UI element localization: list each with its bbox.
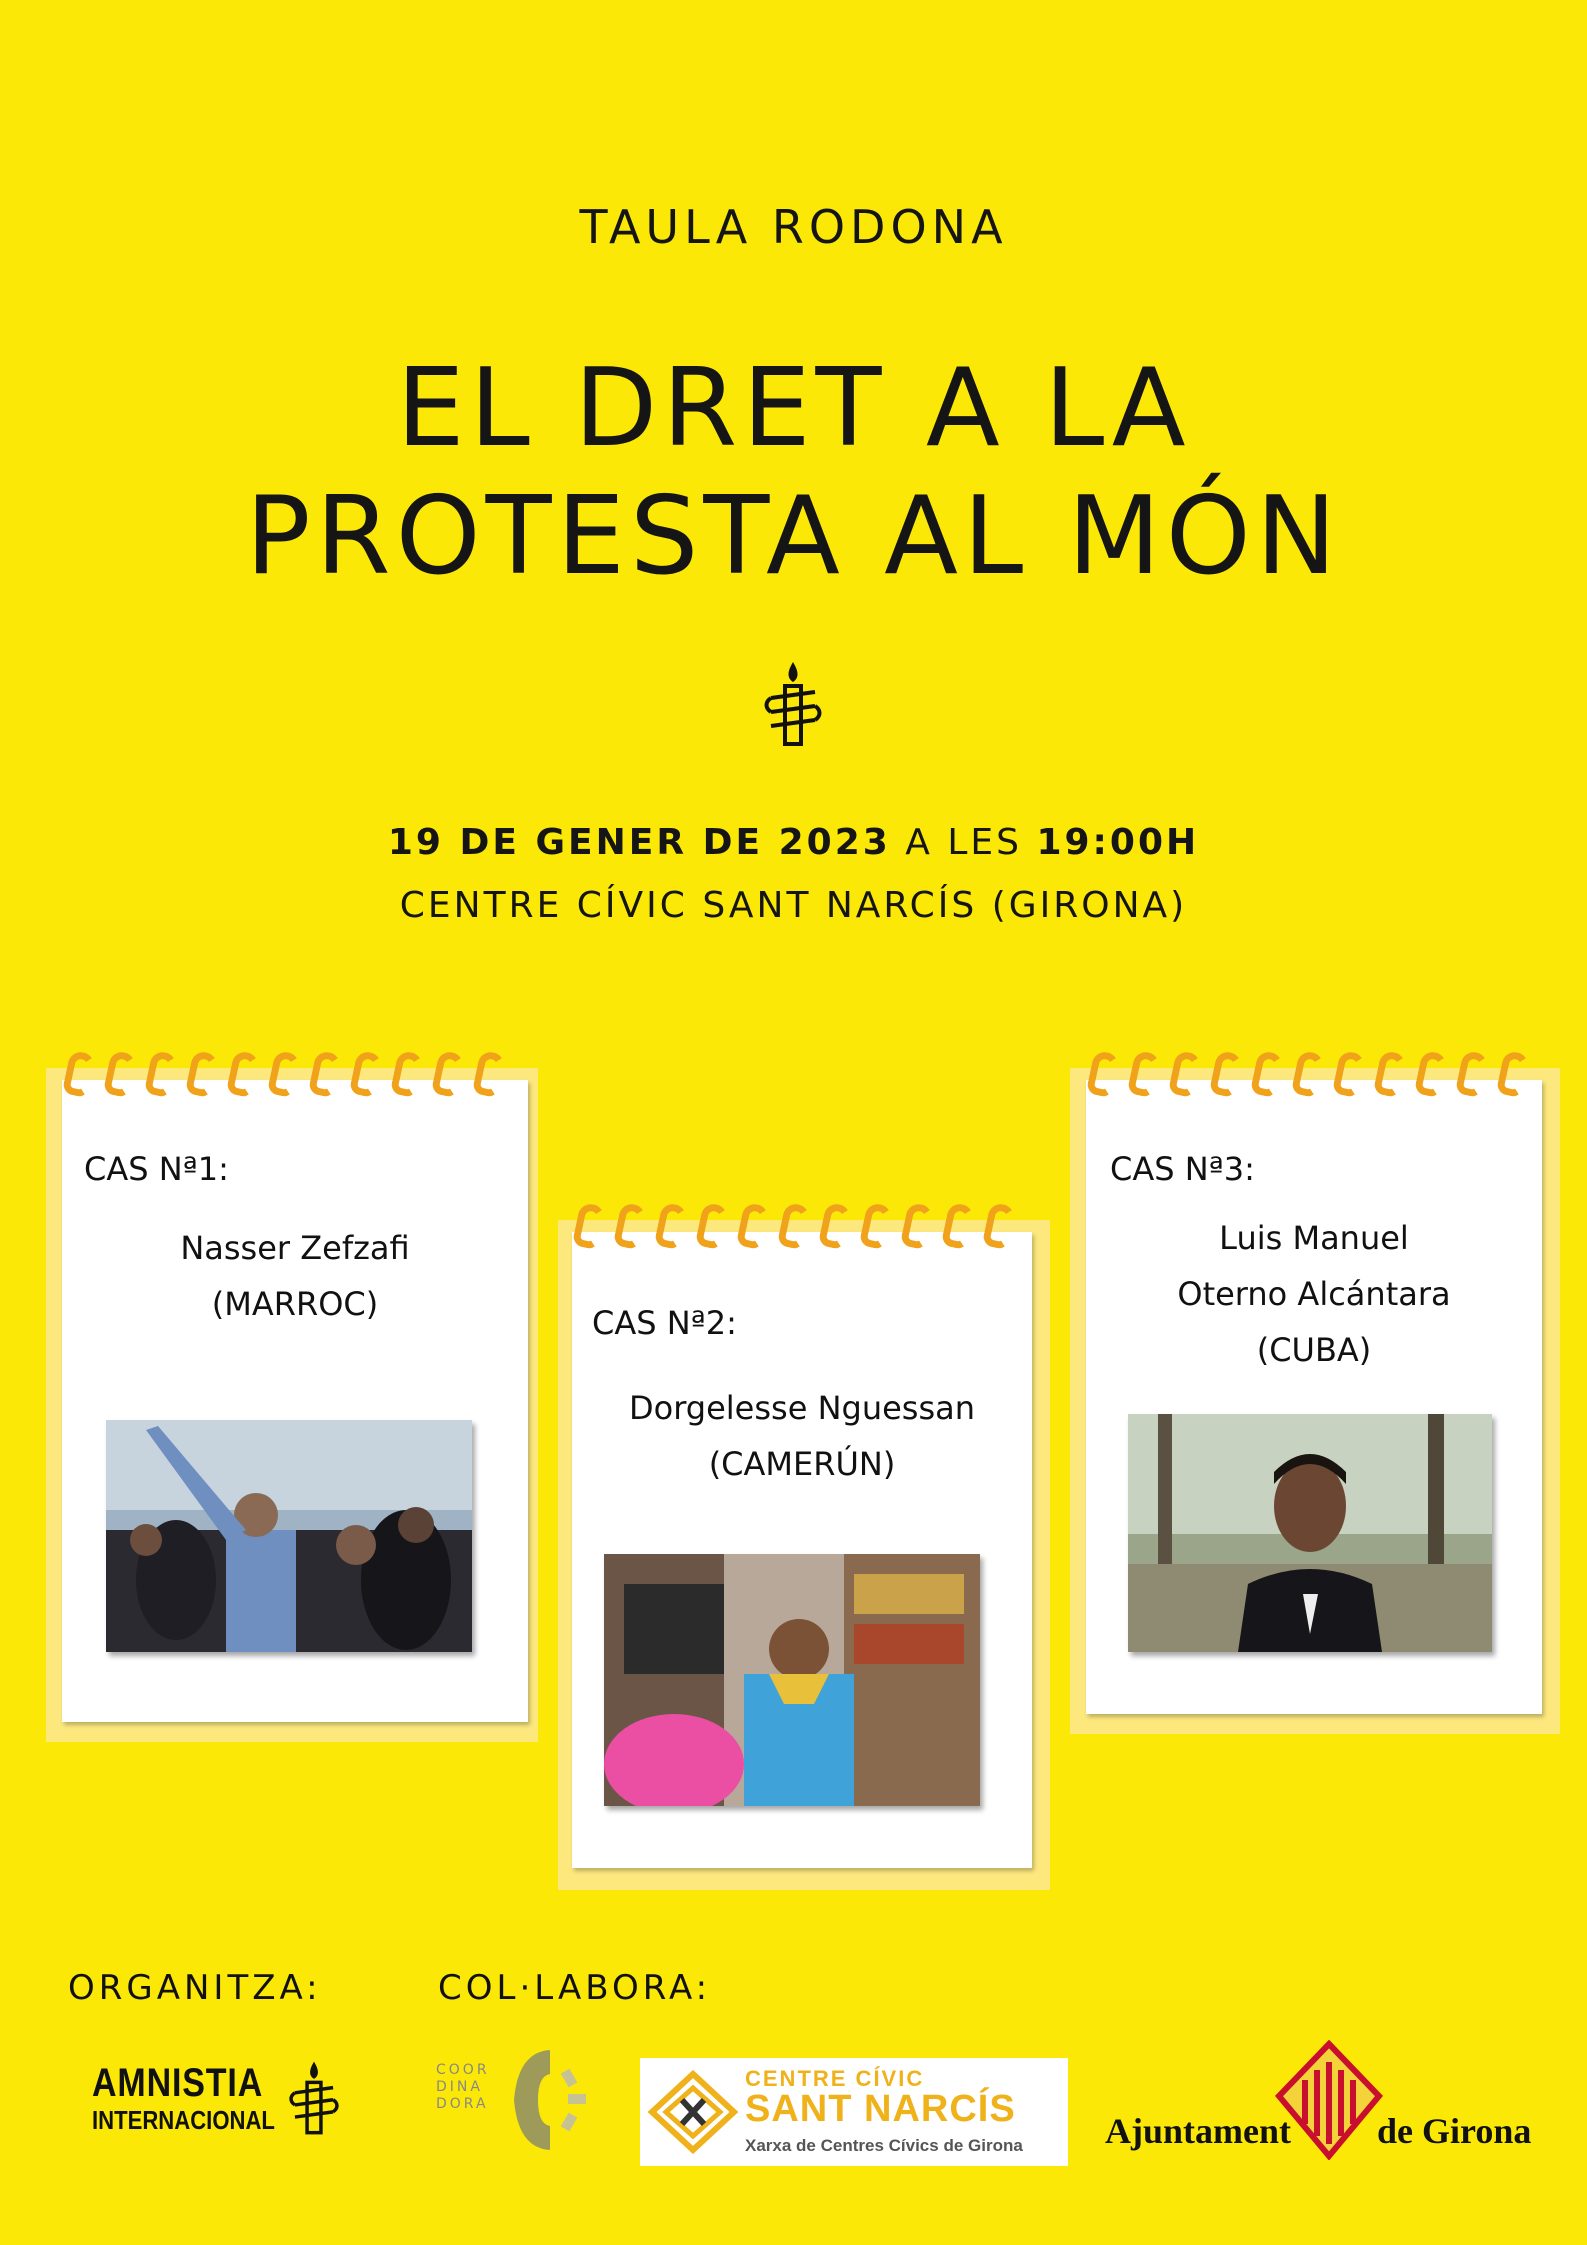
case-2-photo [604,1554,980,1806]
title-line-2: PROTESTA AL MÓN [245,474,1342,599]
case-1-name-line-2: (MARROC) [211,1285,379,1323]
amnistia-line-1: AMNISTIA [92,2061,264,2105]
coordinadora-text: COOR DINA DORA [436,2062,490,2112]
ajuntament-text: Ajuntament [1105,2111,1291,2151]
case-1-label: CAS Nª1: [84,1150,229,1188]
amnistia-logo [92,2055,352,2145]
card-3-binder-rings [1090,1052,1541,1112]
title-line-1: EL DRET A LA [396,346,1191,471]
case-1-photo [106,1420,472,1652]
event-date-time [0,822,1587,863]
ccsn-line-3: Xarxa de Centres Cívics de Girona [745,2136,1023,2155]
case-1-name [62,1220,528,1332]
case-3-name [1086,1210,1542,1378]
collaborator-heading: COL·LABORA: [438,1968,712,2008]
card-1-binder-rings [66,1052,517,1112]
event-connector: A LES [905,822,1022,863]
coordinadora-c-mark [498,2040,608,2160]
organizer-heading: ORGANITZA: [68,1968,322,2008]
girona-shield [1275,2040,1383,2160]
candle-barbed-wire-icon [763,658,823,750]
card-2-binder-rings [576,1204,1027,1264]
case-1-name-line-1: Nasser Zefzafi [180,1229,410,1267]
event-date: 19 DE GENER DE 2023 [387,822,891,863]
amnistia-line-2: INTERNACIONAL [92,2105,275,2135]
event-type: TAULA RODONA [579,200,1008,254]
ccsn-line-1: CENTRE CÍVIC [745,2066,925,2091]
candle-barbed-wire-icon [288,2055,340,2141]
de-girona-text: de Girona [1377,2111,1532,2151]
case-card-2 [572,1232,1032,1868]
ajuntament-girona-logo [1105,2040,1545,2170]
ccsn-logo [640,2058,1068,2166]
ccsn-line-2: SANT NARCÍS [745,2088,1016,2130]
case-2-name-line-1: Dorgelesse Nguessan [628,1389,976,1427]
coordinadora-logo [436,2040,616,2160]
case-3-label: CAS Nª3: [1110,1150,1255,1188]
event-venue: CENTRE CÍVIC SANT NARCÍS (GIRONA) [399,885,1188,926]
case-2-name-line-2: (CAMERÚN) [708,1445,896,1483]
case-3-name-line-1: Luis Manuel [1219,1219,1409,1257]
case-card-3 [1086,1080,1542,1714]
event-title [0,345,1587,601]
case-3-name-line-3: (CUBA) [1256,1331,1372,1369]
ccsn-logo-mark [648,2070,738,2154]
event-time: 19:00H [1036,822,1200,863]
case-card-1 [62,1080,528,1722]
case-3-photo [1128,1414,1492,1652]
case-3-name-line-2: Oterno Alcántara [1177,1275,1451,1313]
case-2-label: CAS Nª2: [592,1304,737,1342]
case-2-name [572,1380,1032,1492]
